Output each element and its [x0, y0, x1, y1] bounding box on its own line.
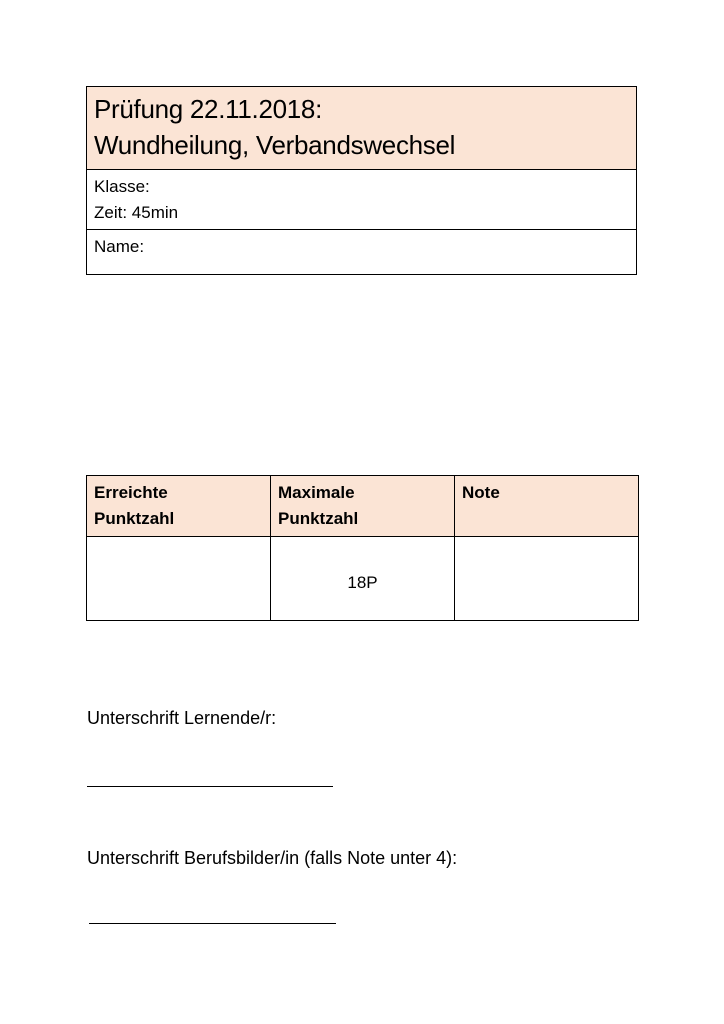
score-table-value-row — [87, 537, 639, 621]
exam-title-date: Prüfung 22.11.2018: — [94, 94, 323, 124]
learner-signature-label: Unterschrift Lernende/r: — [87, 708, 277, 728]
score-table-header-row — [87, 476, 639, 537]
achieved-points-value — [87, 537, 271, 621]
header-grade: Note — [455, 476, 639, 537]
time-label: Zeit: 45min — [94, 203, 179, 222]
exam-title-cell — [87, 87, 636, 170]
grade-value — [455, 537, 639, 621]
header-achieved-points: Erreichte Punktzahl — [87, 476, 271, 537]
trainer-signature-line — [89, 923, 336, 924]
learner-signature-line — [87, 786, 333, 787]
class-label: Klasse: — [94, 177, 150, 196]
name-label: Name: — [94, 237, 145, 256]
exam-header-box — [86, 86, 637, 275]
trainer-signature-label: Unterschrift Berufsbilder/in (falls Note unter 4): — [87, 848, 458, 868]
exam-title-topic: Wundheilung, Verbandswechsel — [94, 130, 456, 160]
header-max-points: Maximale Punktzahl — [271, 476, 455, 537]
exam-name-cell — [87, 230, 636, 274]
score-table — [86, 475, 639, 621]
exam-info-cell — [87, 170, 636, 230]
max-points-value: 18P — [271, 537, 455, 621]
